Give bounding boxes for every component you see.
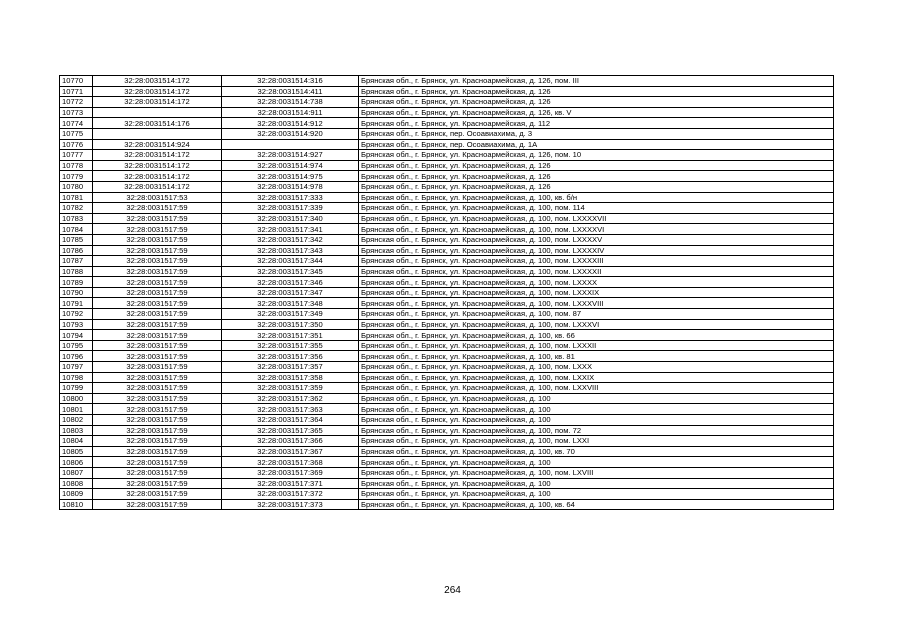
cadastral-number-cell: 32:28:0031517:355 bbox=[222, 340, 359, 351]
row-number-cell: 10780 bbox=[60, 181, 93, 192]
parent-cadastral-number-cell: 32:28:0031517:59 bbox=[93, 287, 222, 298]
parent-cadastral-number-cell: 32:28:0031514:176 bbox=[93, 118, 222, 129]
table-row bbox=[60, 457, 834, 468]
row-number-cell: 10781 bbox=[60, 192, 93, 203]
table-row bbox=[60, 383, 834, 394]
cadastral-number-cell: 32:28:0031517:349 bbox=[222, 309, 359, 320]
row-number-cell: 10771 bbox=[60, 86, 93, 97]
address-cell: Брянская обл., г. Брянск, ул. Красноармейская, д. 100, пом. 114 bbox=[359, 203, 834, 214]
parent-cadastral-number-cell bbox=[93, 128, 222, 139]
row-number-cell: 10801 bbox=[60, 404, 93, 415]
row-number-cell: 10810 bbox=[60, 499, 93, 510]
row-number-cell: 10792 bbox=[60, 309, 93, 320]
address-cell: Брянская обл., г. Брянск, ул. Красноармейская, д. 100, пом. LXXIX bbox=[359, 372, 834, 383]
table-row bbox=[60, 362, 834, 373]
table-row bbox=[60, 393, 834, 404]
row-number-cell: 10773 bbox=[60, 107, 93, 118]
row-number-cell: 10794 bbox=[60, 330, 93, 341]
address-cell: Брянская обл., г. Брянск, ул. Красноармейская, д. 100 bbox=[359, 404, 834, 415]
address-cell: Брянская обл., г. Брянск, ул. Красноармейская, д. 100, пом. LXXXXVII bbox=[359, 213, 834, 224]
parent-cadastral-number-cell: 32:28:0031517:59 bbox=[93, 234, 222, 245]
cadastral-number-cell: 32:28:0031517:369 bbox=[222, 467, 359, 478]
address-cell: Брянская обл., г. Брянск, ул. Красноармейская, д. 100, кв. 81 bbox=[359, 351, 834, 362]
cadastral-number-cell: 32:28:0031514:975 bbox=[222, 171, 359, 182]
row-number-cell: 10808 bbox=[60, 478, 93, 489]
parent-cadastral-number-cell bbox=[93, 107, 222, 118]
parent-cadastral-number-cell: 32:28:0031517:59 bbox=[93, 467, 222, 478]
row-number-cell: 10791 bbox=[60, 298, 93, 309]
address-cell: Брянская обл., г. Брянск, ул. Красноармейская, д. 100, пом. LXXXII bbox=[359, 340, 834, 351]
cadastral-number-cell: 32:28:0031517:363 bbox=[222, 404, 359, 415]
address-cell: Брянская обл., г. Брянск, ул. Красноармейская, д. 100, кв. 64 bbox=[359, 499, 834, 510]
cadastral-number-cell: 32:28:0031517:359 bbox=[222, 383, 359, 394]
table-row bbox=[60, 76, 834, 87]
parent-cadastral-number-cell: 32:28:0031517:59 bbox=[93, 372, 222, 383]
address-cell: Брянская обл., г. Брянск, ул. Красноармейская, д. 126, пом. III bbox=[359, 76, 834, 87]
cadastral-number-cell: 32:28:0031514:316 bbox=[222, 76, 359, 87]
row-number-cell: 10802 bbox=[60, 415, 93, 426]
parent-cadastral-number-cell: 32:28:0031517:59 bbox=[93, 393, 222, 404]
cadastral-number-cell: 32:28:0031517:373 bbox=[222, 499, 359, 510]
table-row bbox=[60, 404, 834, 415]
parent-cadastral-number-cell: 32:28:0031517:59 bbox=[93, 266, 222, 277]
cadastral-number-cell: 32:28:0031517:342 bbox=[222, 234, 359, 245]
table-row bbox=[60, 489, 834, 500]
address-cell: Брянская обл., г. Брянск, ул. Красноармейская, д. 100, пом. LXXVIII bbox=[359, 383, 834, 394]
address-cell: Брянская обл., г. Брянск, ул. Красноармейская, д. 100, пом. LXXXXII bbox=[359, 266, 834, 277]
parent-cadastral-number-cell: 32:28:0031517:59 bbox=[93, 213, 222, 224]
cadastral-number-cell: 32:28:0031514:974 bbox=[222, 160, 359, 171]
address-cell: Брянская обл., г. Брянск, ул. Красноармейская, д. 100, пом. LXXXXIV bbox=[359, 245, 834, 256]
row-number-cell: 10795 bbox=[60, 340, 93, 351]
parent-cadastral-number-cell: 32:28:0031517:59 bbox=[93, 362, 222, 373]
row-number-cell: 10779 bbox=[60, 171, 93, 182]
table-row bbox=[60, 436, 834, 447]
address-cell: Брянская обл., г. Брянск, ул. Красноармейская, д. 126 bbox=[359, 181, 834, 192]
registry-table-body bbox=[60, 76, 834, 510]
parent-cadastral-number-cell: 32:28:0031517:59 bbox=[93, 203, 222, 214]
parent-cadastral-number-cell: 32:28:0031514:172 bbox=[93, 171, 222, 182]
table-row bbox=[60, 340, 834, 351]
parent-cadastral-number-cell: 32:28:0031517:59 bbox=[93, 478, 222, 489]
row-number-cell: 10783 bbox=[60, 213, 93, 224]
parent-cadastral-number-cell: 32:28:0031517:59 bbox=[93, 245, 222, 256]
address-cell: Брянская обл., г. Брянск, пер. Осоавиахима, д. 1А bbox=[359, 139, 834, 150]
table-row bbox=[60, 139, 834, 150]
cadastral-number-cell: 32:28:0031514:927 bbox=[222, 150, 359, 161]
row-number-cell: 10798 bbox=[60, 372, 93, 383]
cadastral-number-cell: 32:28:0031517:372 bbox=[222, 489, 359, 500]
cadastral-number-cell: 32:28:0031517:364 bbox=[222, 415, 359, 426]
parent-cadastral-number-cell: 32:28:0031517:59 bbox=[93, 436, 222, 447]
table-row bbox=[60, 298, 834, 309]
address-cell: Брянская обл., г. Брянск, ул. Красноармейская, д. 112 bbox=[359, 118, 834, 129]
parent-cadastral-number-cell: 32:28:0031514:172 bbox=[93, 86, 222, 97]
row-number-cell: 10787 bbox=[60, 256, 93, 267]
cadastral-number-cell: 32:28:0031517:357 bbox=[222, 362, 359, 373]
table-row bbox=[60, 309, 834, 320]
table-row bbox=[60, 372, 834, 383]
address-cell: Брянская обл., г. Брянск, ул. Красноармейская, д. 100, пом. LXXXX bbox=[359, 277, 834, 288]
parent-cadastral-number-cell: 32:28:0031517:59 bbox=[93, 340, 222, 351]
cadastral-number-cell: 32:28:0031514:978 bbox=[222, 181, 359, 192]
row-number-cell: 10788 bbox=[60, 266, 93, 277]
cadastral-number-cell: 32:28:0031517:371 bbox=[222, 478, 359, 489]
parent-cadastral-number-cell: 32:28:0031517:59 bbox=[93, 446, 222, 457]
table-row bbox=[60, 287, 834, 298]
address-cell: Брянская обл., г. Брянск, ул. Красноармейская, д. 126, пом. 10 bbox=[359, 150, 834, 161]
row-number-cell: 10785 bbox=[60, 234, 93, 245]
table-row bbox=[60, 97, 834, 108]
row-number-cell: 10809 bbox=[60, 489, 93, 500]
address-cell: Брянская обл., г. Брянск, ул. Красноармейская, д. 100, пом. 87 bbox=[359, 309, 834, 320]
page-number: 264 bbox=[444, 585, 461, 596]
parent-cadastral-number-cell: 32:28:0031514:172 bbox=[93, 76, 222, 87]
address-cell: Брянская обл., г. Брянск, ул. Красноармейская, д. 100 bbox=[359, 415, 834, 426]
address-cell: Брянская обл., г. Брянск, ул. Красноармейская, д. 100, пом. LXXXXV bbox=[359, 234, 834, 245]
address-cell: Брянская обл., г. Брянск, ул. Красноармейская, д. 100 bbox=[359, 393, 834, 404]
table-row bbox=[60, 478, 834, 489]
table-row bbox=[60, 128, 834, 139]
parent-cadastral-number-cell: 32:28:0031514:924 bbox=[93, 139, 222, 150]
table-row bbox=[60, 234, 834, 245]
cadastral-number-cell: 32:28:0031517:351 bbox=[222, 330, 359, 341]
parent-cadastral-number-cell: 32:28:0031517:59 bbox=[93, 224, 222, 235]
table-row bbox=[60, 192, 834, 203]
row-number-cell: 10807 bbox=[60, 467, 93, 478]
row-number-cell: 10770 bbox=[60, 76, 93, 87]
table-row bbox=[60, 446, 834, 457]
parent-cadastral-number-cell: 32:28:0031517:59 bbox=[93, 319, 222, 330]
table-row bbox=[60, 266, 834, 277]
parent-cadastral-number-cell: 32:28:0031517:59 bbox=[93, 298, 222, 309]
address-cell: Брянская обл., г. Брянск, ул. Красноармейская, д. 100, пом. LXXI bbox=[359, 436, 834, 447]
cadastral-number-cell: 32:28:0031517:333 bbox=[222, 192, 359, 203]
cadastral-number-cell: 32:28:0031514:912 bbox=[222, 118, 359, 129]
cadastral-number-cell: 32:28:0031517:368 bbox=[222, 457, 359, 468]
parent-cadastral-number-cell: 32:28:0031517:53 bbox=[93, 192, 222, 203]
row-number-cell: 10774 bbox=[60, 118, 93, 129]
cadastral-number-cell: 32:28:0031514:911 bbox=[222, 107, 359, 118]
cadastral-number-cell: 32:28:0031517:350 bbox=[222, 319, 359, 330]
table-row bbox=[60, 330, 834, 341]
table-row bbox=[60, 118, 834, 129]
table-row bbox=[60, 425, 834, 436]
row-number-cell: 10796 bbox=[60, 351, 93, 362]
table-row bbox=[60, 107, 834, 118]
row-number-cell: 10772 bbox=[60, 97, 93, 108]
address-cell: Брянская обл., г. Брянск, ул. Красноармейская, д. 100, кв. б/н bbox=[359, 192, 834, 203]
parent-cadastral-number-cell: 32:28:0031517:59 bbox=[93, 457, 222, 468]
table-row bbox=[60, 181, 834, 192]
address-cell: Брянская обл., г. Брянск, ул. Красноармейская, д. 100 bbox=[359, 457, 834, 468]
parent-cadastral-number-cell: 32:28:0031517:59 bbox=[93, 404, 222, 415]
address-cell: Брянская обл., г. Брянск, ул. Красноармейская, д. 100, пом. LXXXVI bbox=[359, 319, 834, 330]
row-number-cell: 10790 bbox=[60, 287, 93, 298]
address-cell: Брянская обл., г. Брянск, ул. Красноармейская, д. 126 bbox=[359, 97, 834, 108]
row-number-cell: 10800 bbox=[60, 393, 93, 404]
address-cell: Брянская обл., г. Брянск, ул. Красноармейская, д. 100, пом. LXXX bbox=[359, 362, 834, 373]
cadastral-number-cell: 32:28:0031517:358 bbox=[222, 372, 359, 383]
table-row bbox=[60, 256, 834, 267]
parent-cadastral-number-cell: 32:28:0031517:59 bbox=[93, 351, 222, 362]
row-number-cell: 10803 bbox=[60, 425, 93, 436]
address-cell: Брянская обл., г. Брянск, пер. Осоавиахима, д. 3 bbox=[359, 128, 834, 139]
address-cell: Брянская обл., г. Брянск, ул. Красноармейская, д. 100, пом. 72 bbox=[359, 425, 834, 436]
address-cell: Брянская обл., г. Брянск, ул. Красноармейская, д. 126 bbox=[359, 86, 834, 97]
row-number-cell: 10778 bbox=[60, 160, 93, 171]
cadastral-number-cell: 32:28:0031517:345 bbox=[222, 266, 359, 277]
parent-cadastral-number-cell: 32:28:0031517:59 bbox=[93, 330, 222, 341]
row-number-cell: 10789 bbox=[60, 277, 93, 288]
parent-cadastral-number-cell: 32:28:0031517:59 bbox=[93, 425, 222, 436]
cadastral-number-cell: 32:28:0031514:411 bbox=[222, 86, 359, 97]
address-cell: Брянская обл., г. Брянск, ул. Красноармейская, д. 100 bbox=[359, 478, 834, 489]
cadastral-number-cell: 32:28:0031517:348 bbox=[222, 298, 359, 309]
row-number-cell: 10776 bbox=[60, 139, 93, 150]
table-row bbox=[60, 319, 834, 330]
address-cell: Брянская обл., г. Брянск, ул. Красноармейская, д. 126, кв. V bbox=[359, 107, 834, 118]
address-cell: Брянская обл., г. Брянск, ул. Красноармейская, д. 126 bbox=[359, 160, 834, 171]
cadastral-number-cell: 32:28:0031517:356 bbox=[222, 351, 359, 362]
cadastral-number-cell: 32:28:0031517:344 bbox=[222, 256, 359, 267]
row-number-cell: 10782 bbox=[60, 203, 93, 214]
cadastral-number-cell: 32:28:0031517:365 bbox=[222, 425, 359, 436]
row-number-cell: 10786 bbox=[60, 245, 93, 256]
parent-cadastral-number-cell: 32:28:0031517:59 bbox=[93, 499, 222, 510]
parent-cadastral-number-cell: 32:28:0031517:59 bbox=[93, 277, 222, 288]
cadastral-number-cell: 32:28:0031517:340 bbox=[222, 213, 359, 224]
row-number-cell: 10804 bbox=[60, 436, 93, 447]
address-cell: Брянская обл., г. Брянск, ул. Красноармейская, д. 100, пом. LXXXIX bbox=[359, 287, 834, 298]
address-cell: Брянская обл., г. Брянск, ул. Красноармейская, д. 100, пом. LXVIII bbox=[359, 467, 834, 478]
parent-cadastral-number-cell: 32:28:0031514:172 bbox=[93, 150, 222, 161]
table-row bbox=[60, 499, 834, 510]
parent-cadastral-number-cell: 32:28:0031517:59 bbox=[93, 383, 222, 394]
table-row bbox=[60, 245, 834, 256]
cadastral-number-cell: 32:28:0031517:367 bbox=[222, 446, 359, 457]
cadastral-number-cell: 32:28:0031514:738 bbox=[222, 97, 359, 108]
table-row bbox=[60, 224, 834, 235]
row-number-cell: 10806 bbox=[60, 457, 93, 468]
address-cell: Брянская обл., г. Брянск, ул. Красноармейская, д. 100, пом. LXXXVIII bbox=[359, 298, 834, 309]
cadastral-number-cell bbox=[222, 139, 359, 150]
cadastral-number-cell: 32:28:0031517:362 bbox=[222, 393, 359, 404]
address-cell: Брянская обл., г. Брянск, ул. Красноармейская, д. 126 bbox=[359, 171, 834, 182]
cadastral-number-cell: 32:28:0031517:347 bbox=[222, 287, 359, 298]
address-cell: Брянская обл., г. Брянск, ул. Красноармейская, д. 100, кв. 70 bbox=[359, 446, 834, 457]
property-registry-table bbox=[59, 75, 834, 510]
cadastral-number-cell: 32:28:0031517:341 bbox=[222, 224, 359, 235]
table-row bbox=[60, 213, 834, 224]
row-number-cell: 10793 bbox=[60, 319, 93, 330]
parent-cadastral-number-cell: 32:28:0031517:59 bbox=[93, 309, 222, 320]
address-cell: Брянская обл., г. Брянск, ул. Красноармейская, д. 100 bbox=[359, 489, 834, 500]
row-number-cell: 10784 bbox=[60, 224, 93, 235]
row-number-cell: 10799 bbox=[60, 383, 93, 394]
cadastral-number-cell: 32:28:0031517:366 bbox=[222, 436, 359, 447]
row-number-cell: 10777 bbox=[60, 150, 93, 161]
parent-cadastral-number-cell: 32:28:0031517:59 bbox=[93, 489, 222, 500]
parent-cadastral-number-cell: 32:28:0031514:172 bbox=[93, 181, 222, 192]
row-number-cell: 10775 bbox=[60, 128, 93, 139]
table-row bbox=[60, 160, 834, 171]
cadastral-number-cell: 32:28:0031517:343 bbox=[222, 245, 359, 256]
row-number-cell: 10805 bbox=[60, 446, 93, 457]
table-row bbox=[60, 467, 834, 478]
row-number-cell: 10797 bbox=[60, 362, 93, 373]
address-cell: Брянская обл., г. Брянск, ул. Красноармейская, д. 100, пом. LXXXXIII bbox=[359, 256, 834, 267]
cadastral-number-cell: 32:28:0031517:346 bbox=[222, 277, 359, 288]
table-row bbox=[60, 415, 834, 426]
cadastral-number-cell: 32:28:0031517:339 bbox=[222, 203, 359, 214]
address-cell: Брянская обл., г. Брянск, ул. Красноармейская, д. 100, кв. 66 bbox=[359, 330, 834, 341]
table-row bbox=[60, 150, 834, 161]
table-row bbox=[60, 171, 834, 182]
parent-cadastral-number-cell: 32:28:0031517:59 bbox=[93, 256, 222, 267]
cadastral-number-cell: 32:28:0031514:920 bbox=[222, 128, 359, 139]
address-cell: Брянская обл., г. Брянск, ул. Красноармейская, д. 100, пом. LXXXXVI bbox=[359, 224, 834, 235]
table-row bbox=[60, 203, 834, 214]
table-row bbox=[60, 86, 834, 97]
table-row bbox=[60, 351, 834, 362]
parent-cadastral-number-cell: 32:28:0031514:172 bbox=[93, 160, 222, 171]
table-row bbox=[60, 277, 834, 288]
parent-cadastral-number-cell: 32:28:0031517:59 bbox=[93, 415, 222, 426]
parent-cadastral-number-cell: 32:28:0031514:172 bbox=[93, 97, 222, 108]
